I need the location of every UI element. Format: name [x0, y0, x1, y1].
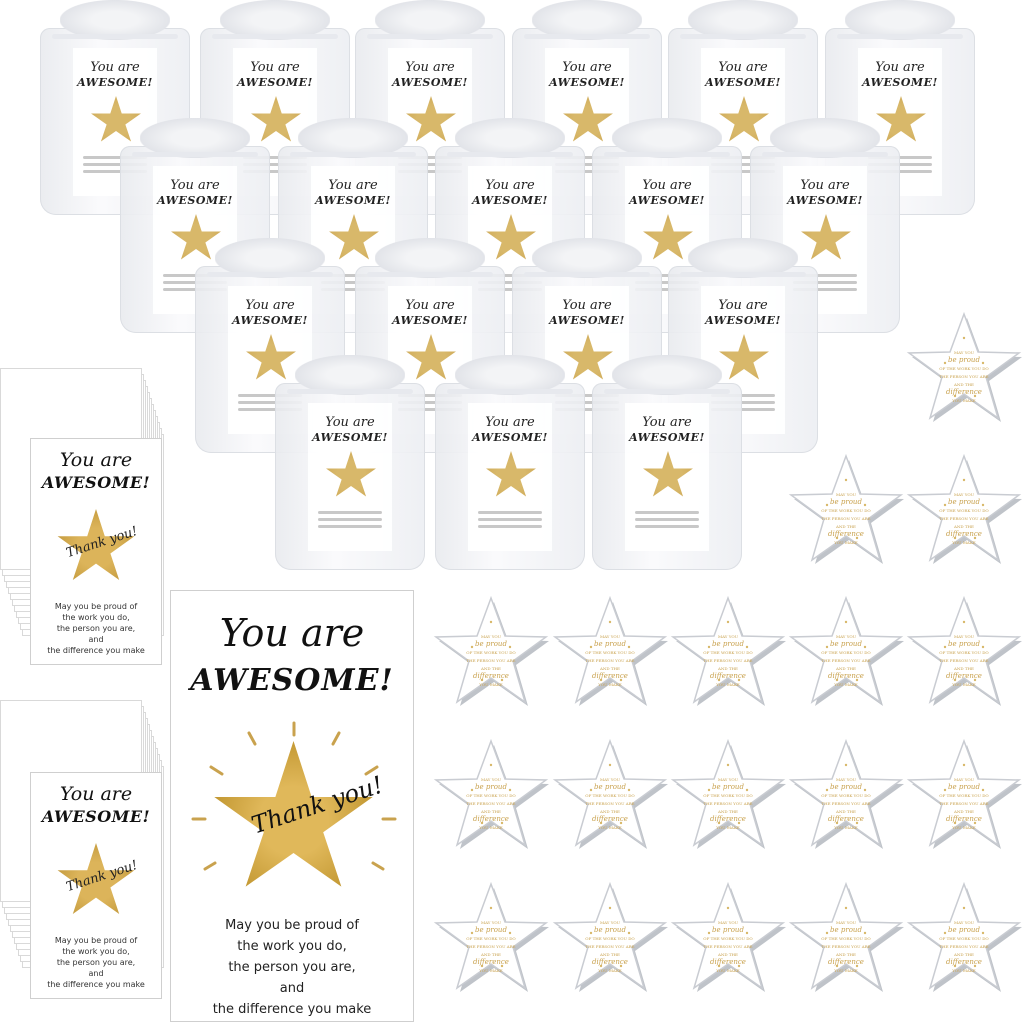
acrylic-text: OF THE WORK YOU DO	[939, 793, 989, 798]
star-text: Thank you!	[64, 857, 140, 896]
acrylic-text: MAY YOU	[599, 920, 621, 925]
card-title-line2: AWESOME!	[472, 194, 548, 207]
acrylic-text: MAY YOU	[835, 634, 857, 639]
star-icon	[787, 878, 905, 996]
acrylic-text: OF THE WORK YOU DO	[939, 508, 989, 513]
bag-card	[468, 403, 552, 551]
message-line: the difference you make	[47, 980, 145, 989]
acrylic-text: THE PERSON YOU ARE	[939, 658, 989, 663]
acrylic-text: be proud	[948, 926, 980, 934]
card-title-line2: AWESOME!	[41, 473, 151, 492]
acrylic-text: MAY YOU	[480, 920, 502, 925]
acrylic-text: be proud	[948, 498, 980, 506]
acrylic-text: MAY YOU	[717, 777, 739, 782]
acrylic-text: MAY YOU	[480, 777, 502, 782]
acrylic-text: difference	[828, 815, 864, 823]
drawstring-icon	[680, 34, 806, 39]
card-title-line1: You are	[219, 611, 365, 655]
star-icon	[669, 592, 787, 710]
card-stack-upper	[0, 368, 160, 688]
acrylic-text: THE PERSON YOU ARE	[821, 516, 871, 521]
main-card	[170, 590, 414, 1022]
star-icon	[905, 878, 1023, 996]
message-line: May you be proud of	[54, 936, 138, 945]
card-title-line1: You are	[59, 783, 133, 805]
acrylic-text: AND THE	[836, 524, 856, 529]
acrylic-text: MAY YOU	[953, 634, 975, 639]
acrylic-text: be proud	[830, 640, 862, 648]
acrylic-text: AND THE	[836, 809, 856, 814]
drawstring-icon	[524, 272, 650, 277]
card-title-line2: AWESOME!	[392, 314, 468, 327]
card-title-line2: AWESOME!	[190, 663, 394, 698]
acrylic-text: be proud	[712, 783, 744, 791]
acrylic-star-plaque	[787, 592, 905, 710]
acrylic-text: YOU MAKE	[834, 968, 858, 973]
card-title-line1: You are	[718, 298, 768, 313]
card-title-line2: AWESOME!	[472, 431, 548, 444]
bag-card	[625, 403, 709, 551]
acrylic-text: OF THE WORK YOU DO	[585, 936, 635, 941]
star-icon	[905, 735, 1023, 853]
message-placeholder	[318, 507, 382, 532]
acrylic-text: be proud	[830, 498, 862, 506]
acrylic-text: difference	[710, 958, 746, 966]
acrylic-text: OF THE WORK YOU DO	[466, 793, 516, 798]
acrylic-text: THE PERSON YOU ARE	[703, 944, 753, 949]
acrylic-text: be proud	[948, 640, 980, 648]
card-title-line2: AWESOME!	[629, 194, 705, 207]
acrylic-text: OF THE WORK YOU DO	[703, 650, 753, 655]
drawstring-icon	[212, 34, 338, 39]
card-title-line1: You are	[642, 178, 692, 193]
card-title-line2: AWESOME!	[41, 807, 151, 826]
bag-card	[308, 403, 392, 551]
acrylic-text: AND THE	[481, 809, 501, 814]
drawstring-icon	[604, 152, 730, 157]
acrylic-text: AND THE	[954, 524, 974, 529]
card-title-line1: You are	[90, 60, 140, 75]
acrylic-text: be proud	[475, 640, 507, 648]
gold-star-icon	[325, 451, 377, 501]
acrylic-text: MAY YOU	[835, 777, 857, 782]
acrylic-text: THE PERSON YOU ARE	[466, 801, 516, 806]
message-placeholder	[635, 507, 699, 532]
acrylic-text: MAY YOU	[599, 777, 621, 782]
organza-bag	[592, 355, 742, 570]
acrylic-text: be proud	[948, 356, 980, 364]
acrylic-text: THE PERSON YOU ARE	[466, 944, 516, 949]
acrylic-text: difference	[710, 815, 746, 823]
star-text: Thank you!	[248, 770, 387, 840]
message-line: and	[279, 981, 305, 996]
card-title-line1: You are	[875, 60, 925, 75]
acrylic-text: difference	[946, 530, 982, 538]
acrylic-text: AND THE	[836, 952, 856, 957]
acrylic-text: AND THE	[836, 666, 856, 671]
message-line: May you be proud of	[225, 918, 359, 933]
star-icon	[432, 592, 550, 710]
acrylic-text: YOU MAKE	[479, 968, 503, 973]
acrylic-text: difference	[592, 815, 628, 823]
acrylic-star-plaque	[787, 878, 905, 996]
acrylic-text: YOU MAKE	[598, 968, 622, 973]
card-title-line2: AWESOME!	[629, 431, 705, 444]
acrylic-text: MAY YOU	[480, 634, 502, 639]
acrylic-text: THE PERSON YOU ARE	[585, 944, 635, 949]
acrylic-text: OF THE WORK YOU DO	[821, 508, 871, 513]
acrylic-text: YOU MAKE	[598, 682, 622, 687]
card-title-line1: You are	[485, 178, 535, 193]
acrylic-text: AND THE	[481, 952, 501, 957]
card-title-line2: AWESOME!	[862, 76, 938, 89]
acrylic-text: THE PERSON YOU ARE	[939, 374, 989, 379]
star-icon	[669, 878, 787, 996]
acrylic-text: difference	[592, 958, 628, 966]
acrylic-text: THE PERSON YOU ARE	[939, 944, 989, 949]
star-icon	[905, 592, 1023, 710]
acrylic-text: difference	[710, 672, 746, 680]
card-title-line1: You are	[250, 60, 300, 75]
acrylic-text: OF THE WORK YOU DO	[585, 793, 635, 798]
card-message	[31, 935, 161, 990]
card-title-line1: You are	[405, 60, 455, 75]
acrylic-text: difference	[946, 672, 982, 680]
acrylic-text: OF THE WORK YOU DO	[585, 650, 635, 655]
drawstring-icon	[207, 272, 333, 277]
acrylic-text: difference	[473, 672, 509, 680]
star-icon	[669, 735, 787, 853]
acrylic-star-plaque	[905, 735, 1023, 853]
star-icon	[905, 450, 1023, 568]
card-title-line2: AWESOME!	[315, 194, 391, 207]
acrylic-text: THE PERSON YOU ARE	[939, 516, 989, 521]
card-title-line2: AWESOME!	[157, 194, 233, 207]
message-line: and	[88, 969, 104, 978]
acrylic-text: AND THE	[600, 809, 620, 814]
acrylic-text: AND THE	[718, 952, 738, 957]
gold-star-icon	[485, 451, 537, 501]
acrylic-star-plaque	[551, 878, 669, 996]
acrylic-text: be proud	[475, 926, 507, 934]
acrylic-text: YOU MAKE	[834, 825, 858, 830]
acrylic-text: AND THE	[954, 952, 974, 957]
star-icon	[787, 735, 905, 853]
acrylic-text: YOU MAKE	[479, 682, 503, 687]
acrylic-text: MAY YOU	[953, 777, 975, 782]
acrylic-text: OF THE WORK YOU DO	[466, 936, 516, 941]
acrylic-text: difference	[828, 530, 864, 538]
card-title-line1: You are	[718, 60, 768, 75]
star-icon	[551, 592, 669, 710]
acrylic-text: MAY YOU	[835, 920, 857, 925]
acrylic-text: difference	[946, 388, 982, 396]
acrylic-text: THE PERSON YOU ARE	[703, 658, 753, 663]
drawstring-icon	[287, 389, 413, 394]
card-title-line2: AWESOME!	[392, 76, 468, 89]
acrylic-star-plaque	[669, 878, 787, 996]
star-icon	[551, 878, 669, 996]
acrylic-text: THE PERSON YOU ARE	[821, 658, 871, 663]
message-line: the difference you make	[212, 1002, 372, 1017]
message-line: the work you do,	[62, 947, 130, 956]
acrylic-text: AND THE	[954, 382, 974, 387]
acrylic-text: be proud	[830, 783, 862, 791]
card-title-line1: You are	[642, 415, 692, 430]
acrylic-text: YOU MAKE	[952, 540, 976, 545]
message-placeholder	[478, 507, 542, 532]
acrylic-text: difference	[946, 958, 982, 966]
card-title-line1: You are	[485, 415, 535, 430]
acrylic-text: difference	[473, 815, 509, 823]
message-line: the person you are,	[56, 958, 136, 967]
acrylic-star-plaque	[432, 592, 550, 710]
star-text: Thank you!	[64, 523, 140, 562]
acrylic-star-plaque	[669, 735, 787, 853]
acrylic-text: difference	[592, 672, 628, 680]
acrylic-text: be proud	[712, 640, 744, 648]
acrylic-text: THE PERSON YOU ARE	[585, 658, 635, 663]
acrylic-text: be proud	[830, 926, 862, 934]
acrylic-text: OF THE WORK YOU DO	[703, 793, 753, 798]
acrylic-star-plaque	[905, 592, 1023, 710]
acrylic-star-plaque	[551, 735, 669, 853]
card-title-line1: You are	[170, 178, 220, 193]
acrylic-star-plaque	[787, 450, 905, 568]
star-icon	[432, 878, 550, 996]
acrylic-text: be proud	[948, 783, 980, 791]
acrylic-text: AND THE	[718, 809, 738, 814]
drawstring-icon	[837, 34, 963, 39]
acrylic-star-plaque	[432, 735, 550, 853]
card-title-line2: AWESOME!	[705, 76, 781, 89]
drawstring-icon	[604, 389, 730, 394]
acrylic-star-plaque	[905, 878, 1023, 996]
acrylic-text: OF THE WORK YOU DO	[939, 936, 989, 941]
acrylic-text: difference	[828, 672, 864, 680]
star-icon	[787, 450, 905, 568]
drawstring-icon	[52, 34, 178, 39]
acrylic-text: AND THE	[954, 666, 974, 671]
acrylic-text: OF THE WORK YOU DO	[821, 650, 871, 655]
acrylic-text: MAY YOU	[835, 492, 857, 497]
message-line: the person you are,	[56, 624, 136, 633]
card-title-line1: You are	[800, 178, 850, 193]
drawstring-icon	[367, 34, 493, 39]
acrylic-text: THE PERSON YOU ARE	[821, 944, 871, 949]
acrylic-text: be proud	[594, 926, 626, 934]
acrylic-text: YOU MAKE	[834, 682, 858, 687]
drawstring-icon	[447, 152, 573, 157]
card-title-line1: You are	[328, 178, 378, 193]
card-message	[171, 915, 413, 1020]
acrylic-text: AND THE	[718, 666, 738, 671]
organza-bag	[275, 355, 425, 570]
acrylic-text: be proud	[594, 640, 626, 648]
card-title-line2: AWESOME!	[787, 194, 863, 207]
acrylic-text: be proud	[475, 783, 507, 791]
drawstring-icon	[290, 152, 416, 157]
acrylic-text: YOU MAKE	[598, 825, 622, 830]
acrylic-text: MAY YOU	[717, 634, 739, 639]
card-title-line1: You are	[405, 298, 455, 313]
acrylic-text: OF THE WORK YOU DO	[703, 936, 753, 941]
acrylic-text: be proud	[712, 926, 744, 934]
acrylic-text: AND THE	[600, 666, 620, 671]
acrylic-text: OF THE WORK YOU DO	[821, 793, 871, 798]
message-line: and	[88, 635, 104, 644]
star-icon	[551, 735, 669, 853]
acrylic-star-plaque	[787, 735, 905, 853]
stack-front-card	[30, 438, 162, 665]
drawstring-icon	[447, 389, 573, 394]
card-title-line1: You are	[245, 298, 295, 313]
card-title-line2: AWESOME!	[549, 76, 625, 89]
acrylic-star-plaque	[905, 308, 1023, 426]
card-title-line2: AWESOME!	[232, 314, 308, 327]
message-line: May you be proud of	[54, 602, 138, 611]
acrylic-text: MAY YOU	[717, 920, 739, 925]
star-icon	[787, 592, 905, 710]
acrylic-text: difference	[946, 815, 982, 823]
acrylic-text: YOU MAKE	[479, 825, 503, 830]
card-title-line2: AWESOME!	[705, 314, 781, 327]
acrylic-text: YOU MAKE	[952, 682, 976, 687]
acrylic-text: difference	[828, 958, 864, 966]
card-title-line1: You are	[562, 60, 612, 75]
card-title-line1: You are	[59, 449, 133, 471]
message-line: the work you do,	[62, 613, 130, 622]
acrylic-text: OF THE WORK YOU DO	[821, 936, 871, 941]
card-title-line1: You are	[325, 415, 375, 430]
card-title-line2: AWESOME!	[549, 314, 625, 327]
acrylic-text: YOU MAKE	[716, 825, 740, 830]
acrylic-text: AND THE	[954, 809, 974, 814]
star-icon	[905, 308, 1023, 426]
card-title-line2: AWESOME!	[237, 76, 313, 89]
acrylic-text: AND THE	[600, 952, 620, 957]
drawstring-icon	[680, 272, 806, 277]
acrylic-text: THE PERSON YOU ARE	[821, 801, 871, 806]
card-title-line1: You are	[562, 298, 612, 313]
acrylic-text: THE PERSON YOU ARE	[466, 658, 516, 663]
message-line: the difference you make	[47, 646, 145, 655]
drawstring-icon	[132, 152, 258, 157]
acrylic-star-plaque	[905, 450, 1023, 568]
acrylic-star-plaque	[551, 592, 669, 710]
acrylic-star-plaque	[669, 592, 787, 710]
acrylic-text: MAY YOU	[953, 920, 975, 925]
acrylic-text: MAY YOU	[599, 634, 621, 639]
drawstring-icon	[524, 34, 650, 39]
acrylic-text: THE PERSON YOU ARE	[585, 801, 635, 806]
acrylic-text: OF THE WORK YOU DO	[466, 650, 516, 655]
acrylic-text: YOU MAKE	[716, 968, 740, 973]
acrylic-text: YOU MAKE	[716, 682, 740, 687]
message-line: the work you do,	[237, 939, 347, 954]
card-title-line2: AWESOME!	[77, 76, 153, 89]
stack-front-card	[30, 772, 162, 999]
gold-star-icon	[642, 451, 694, 501]
card-message	[31, 601, 161, 656]
acrylic-text: YOU MAKE	[834, 540, 858, 545]
drawstring-icon	[762, 152, 888, 157]
acrylic-text: MAY YOU	[953, 492, 975, 497]
acrylic-text: OF THE WORK YOU DO	[939, 650, 989, 655]
card-title-line2: AWESOME!	[312, 431, 388, 444]
message-line: the person you are,	[228, 960, 356, 975]
organza-bag	[435, 355, 585, 570]
acrylic-text: YOU MAKE	[952, 968, 976, 973]
acrylic-text: be proud	[594, 783, 626, 791]
acrylic-text: YOU MAKE	[952, 398, 976, 403]
acrylic-text: difference	[473, 958, 509, 966]
acrylic-text: AND THE	[481, 666, 501, 671]
acrylic-text: OF THE WORK YOU DO	[939, 366, 989, 371]
acrylic-text: MAY YOU	[953, 350, 975, 355]
acrylic-star-plaque	[432, 878, 550, 996]
drawstring-icon	[367, 272, 493, 277]
acrylic-text: THE PERSON YOU ARE	[939, 801, 989, 806]
card-stack-lower	[0, 700, 160, 1020]
star-icon	[432, 735, 550, 853]
acrylic-text: YOU MAKE	[952, 825, 976, 830]
acrylic-text: THE PERSON YOU ARE	[703, 801, 753, 806]
